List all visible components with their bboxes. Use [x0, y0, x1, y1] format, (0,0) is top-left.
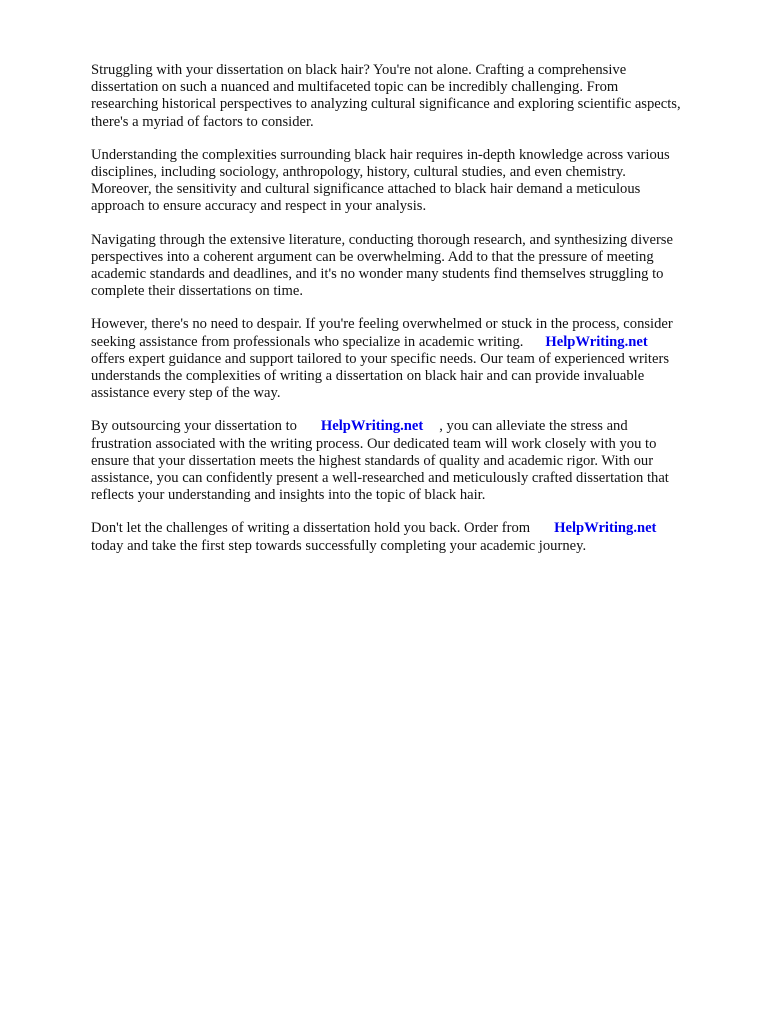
- text-line: [91, 520, 721, 537]
- paragraph-assistance: [91, 316, 721, 402]
- paragraph-outsourcing: [91, 418, 721, 504]
- text-line: perspectives into a coherent argument can be overwhelming. Add to that the pressure of meeting: [91, 248, 654, 265]
- paragraph-order: [91, 520, 721, 554]
- paragraph-intro: [91, 62, 721, 131]
- paragraph-complexities: [91, 147, 721, 216]
- text-line: dissertation on such a nuanced and multifaceted topic can be incredibly challenging. From: [91, 79, 619, 96]
- text-line: Understanding the complexities surrounding black hair requires in-depth knowledge across various: [91, 146, 670, 163]
- text-segment: , you can alleviate the stress and: [439, 418, 628, 435]
- helpwriting-link[interactable]: HelpWriting.net: [320, 418, 424, 435]
- text-line: academic standards and deadlines, and it's no wonder many students find themselves struggling to: [91, 266, 664, 283]
- text-line: ensure that your dissertation meets the highest standards of quality and academic rigor. With our: [91, 452, 654, 469]
- text-line: understands the complexities of writing a dissertation on black hair and can provide invaluable: [91, 368, 645, 385]
- text-line: researching historical perspectives to analyzing cultural significance and exploring scientific aspects,: [91, 96, 681, 113]
- text-line: Moreover, the sensitivity and cultural significance attached to black hair demand a meticulous: [91, 181, 641, 198]
- text-line: Struggling with your dissertation on black hair? You're not alone. Crafting a comprehensive: [91, 62, 627, 78]
- text-line: However, there's no need to despair. If you're feeling overwhelmed or stuck in the process, consider: [91, 316, 673, 333]
- text-line: Navigating through the extensive literature, conducting thorough research, and synthesizing diverse: [91, 231, 673, 248]
- text-line: offers expert guidance and support tailored to your specific needs. Our team of experienced writers: [91, 350, 669, 367]
- text-line: assistance every step of the way.: [91, 385, 281, 402]
- text-segment: By outsourcing your dissertation to: [91, 418, 297, 435]
- text-line: assistance, you can confidently present a well-researched and meticulously crafted dissertation that: [91, 470, 669, 487]
- text-line: [91, 334, 721, 351]
- text-segment: Don't let the challenges of writing a dissertation hold you back. Order from: [91, 520, 531, 537]
- document-page: [91, 62, 721, 571]
- helpwriting-link[interactable]: HelpWriting.net: [554, 520, 657, 537]
- text-line: disciplines, including sociology, anthropology, history, cultural studies, and even chemistry.: [91, 164, 626, 181]
- text-line: frustration associated with the writing process. Our dedicated team will work closely with you to: [91, 435, 657, 452]
- text-line: today and take the first step towards successfully completing your academic journey.: [91, 537, 587, 554]
- text-line: [91, 418, 721, 435]
- helpwriting-link[interactable]: HelpWriting.net: [545, 333, 648, 350]
- text-line: approach to ensure accuracy and respect in your analysis.: [91, 198, 427, 215]
- paragraph-navigating: [91, 232, 721, 301]
- text-segment: seeking assistance from professionals who specialize in academic writing.: [91, 333, 524, 350]
- text-line: there's a myriad of factors to consider.: [91, 113, 314, 130]
- text-line: complete their dissertations on time.: [91, 283, 303, 300]
- text-line: reflects your understanding and insights into the topic of black hair.: [91, 487, 486, 504]
